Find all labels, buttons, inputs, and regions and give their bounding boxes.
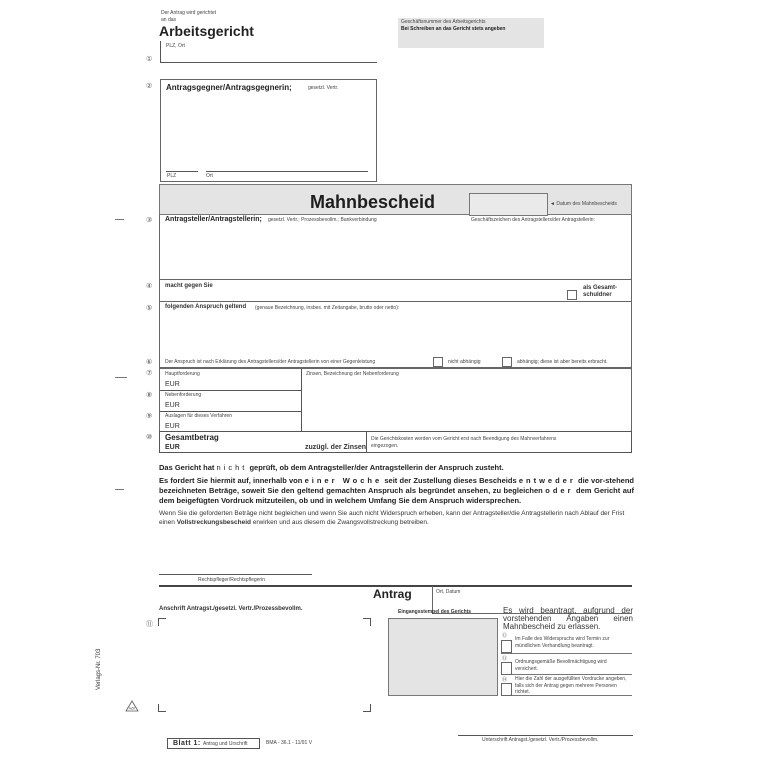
field-number-7: ⑦ — [146, 370, 153, 377]
mahnbescheid-title: Mahnbescheid — [310, 192, 436, 212]
clerk-signature-line[interactable] — [159, 574, 312, 575]
applicant-box[interactable] — [159, 215, 632, 280]
plz-line — [166, 171, 198, 172]
form-count-label: Hier die Zahl der ausgefüllten Vordrucke angeben, falls sich der Antrag gegen mehrere Personen richtet. — [515, 676, 627, 695]
applicant-subtitle: gesetzl. Vertr.; Prozessbevollm.; Bankverbindung — [268, 217, 377, 223]
oral-hearing-checkbox[interactable] — [501, 640, 512, 653]
applicant-signature-line[interactable] — [458, 735, 633, 736]
court-costs-note-line2: eingezogen. — [371, 443, 399, 449]
claim-against-box — [159, 280, 632, 302]
fold-mark — [115, 219, 124, 220]
notice-emphasis: entweder — [518, 476, 576, 485]
field-number-11: ⑪ — [146, 621, 153, 628]
ancillary-claim-label: Nebenforderung — [165, 392, 202, 398]
date-field[interactable] — [469, 193, 548, 216]
divider — [301, 369, 302, 432]
interest-input[interactable] — [306, 379, 626, 429]
court-name: Arbeitsgericht — [159, 23, 254, 39]
ort-label: Ort — [206, 173, 213, 179]
notice-text: die vor-stehend bezeichneten Beträge, soweit Sie den geltend gemachten Anspruch als begründet ansehen, zu begleichen — [159, 476, 634, 495]
ancillary-claim-input[interactable] — [185, 400, 297, 410]
respondent-box[interactable] — [160, 79, 377, 182]
notice-emphasis: nicht — [216, 463, 248, 472]
authorization-checkbox[interactable] — [501, 662, 512, 675]
addressed-to-line1: Der Antrag wird gerichtet — [161, 10, 217, 16]
option-number: ⑭ — [502, 677, 508, 683]
divider — [160, 411, 301, 412]
claim-box[interactable] — [159, 302, 632, 368]
case-number-note: Bei Schreiben an das Gericht stets angeben — [401, 26, 506, 32]
joint-debtor-line2: schuldner — [583, 292, 612, 298]
field-number-1: ① — [146, 56, 153, 63]
joint-debtor-line1: als Gesamt- — [583, 285, 618, 291]
respondent-subtitle: gesetzl. Vertr. — [308, 85, 339, 91]
date-label: ◄ Datum des Mahnbescheids — [550, 201, 617, 207]
place-date-label: Ort, Datum — [436, 589, 461, 595]
address-window[interactable] — [158, 618, 371, 712]
addressed-to-line2: an das — [161, 17, 177, 23]
divider — [160, 390, 301, 391]
field-number-6: ⑥ — [146, 359, 153, 366]
plz-label: PLZ — [167, 173, 177, 179]
plus-interest-label: zuzügl. der Zinsen — [305, 444, 367, 451]
antrag-title: Antrag — [373, 587, 412, 601]
notice-emphasis: einer Woche — [304, 476, 383, 485]
sheet-label: Antrag und Urschrift — [203, 741, 248, 747]
fold-mark — [115, 377, 127, 378]
total-box — [159, 431, 632, 453]
dependent-label: abhängig; diese ist aber bereits erbracht. — [517, 359, 608, 365]
fold-mark — [115, 489, 124, 490]
expenses-input[interactable] — [185, 421, 297, 431]
mahnbescheid-header — [159, 184, 632, 215]
main-claim-input[interactable] — [185, 379, 297, 389]
applicant-signature-label: Unterschrift Antragst./gesetzl. Vertr./Prozessbevollm. — [482, 737, 599, 743]
court-stamp-area — [388, 618, 498, 696]
interest-label: Zinsen, Bezeichnung der Nebenforderung — [306, 371, 399, 377]
notice-paragraph-2 — [159, 476, 634, 506]
claim-subtitle: (genaue Bezeichnung, insbes. mit Zeitangabe, brutto oder netto): — [255, 305, 400, 311]
address-label: Anschrift Antragst./gesetzl. Vertr./Prozessbevollm. — [159, 606, 303, 612]
divider — [366, 432, 367, 453]
field-number-2: ② — [146, 83, 153, 90]
sheet-number: Blatt 1: — [173, 740, 201, 747]
applicant-title: Antragsteller/Antragstellerin; — [165, 216, 262, 223]
option-number: ⑬ — [502, 656, 508, 662]
notice-text: Es fordert Sie hiermit auf, innerhalb von — [159, 476, 305, 485]
main-claim-label: Hauptforderung — [165, 371, 200, 377]
request-text: Es wird beantragt, aufgrund der vorstehenden Angaben einen Mahnbescheid zu erlassen. — [503, 606, 633, 631]
plz-ort-label: PLZ, Ort — [166, 43, 185, 49]
form-code: BMA - 36.1 - 11/91 V — [266, 740, 313, 746]
notice-text: geprüft, ob dem Antragsteller/der Antragstellerin der Anspruch zusteht. — [247, 463, 504, 472]
ort-line — [206, 171, 368, 172]
publisher-number: Verlags-Nr. 703 — [96, 648, 102, 690]
claim-against-label: macht gegen Sie — [165, 283, 213, 289]
authorization-label: Ordnungsgemäße Bevollmächtigung wird versichert. — [515, 659, 607, 672]
notice-paragraph-1 — [159, 463, 634, 473]
expenses-currency: EUR — [165, 423, 180, 430]
address-bracket — [160, 41, 161, 63]
oral-hearing-label: Im Falle des Widerspruchs wird Termin zur mündlichen Verhandlung beantragt. — [515, 636, 610, 649]
not-dependent-checkbox[interactable] — [433, 357, 443, 367]
field-number-3: ③ — [146, 217, 153, 224]
dependent-checkbox[interactable] — [502, 357, 512, 367]
field-number-5: ⑤ — [146, 305, 153, 312]
case-number-label: Geschäftsnummer des Arbeitsgerichts — [401, 19, 486, 25]
ancillary-claim-currency: EUR — [165, 402, 180, 409]
applicant-reference-label: Geschäftszeichen des Antragstellers/der Antragstellerin: — [471, 217, 595, 223]
notice-emphasis: oder — [545, 486, 574, 495]
notice-text: seit der Zustellung dieses Bescheids — [382, 476, 519, 485]
option-oral-hearing — [501, 632, 632, 654]
option-number: ⑫ — [502, 633, 508, 639]
respondent-title: Antragsgegner/Antragsgegnerin; — [166, 83, 292, 92]
amounts-box — [159, 368, 632, 432]
field-number-10: ⑩ — [146, 434, 153, 441]
joint-debtor-checkbox[interactable] — [567, 290, 577, 300]
total-currency: EUR — [165, 444, 180, 451]
sheet-label-box — [167, 738, 260, 749]
clerk-signature-label: Rechtspfleger/Rechtspflegerin — [198, 577, 265, 583]
claim-title: folgenden Anspruch geltend — [165, 304, 247, 310]
court-address-line[interactable] — [160, 62, 377, 63]
main-claim-currency: EUR — [165, 381, 180, 388]
field-number-9: ⑨ — [146, 413, 153, 420]
form-count-input[interactable] — [501, 683, 512, 696]
option-authorization — [501, 655, 632, 675]
court-costs-note-line1: Die Gerichtskosten werden vom Gericht erst nach Beendigung des Mahnverfahrens — [371, 436, 557, 442]
notice-paragraph-3 — [159, 509, 634, 527]
expenses-label: Auslagen für dieses Verfahren — [165, 413, 232, 419]
stamp-label: Eingangsstempel des Gerichts — [398, 609, 472, 615]
notice-text: erwirken und aus diesem die Zwangsvollstreckung betreiben. — [251, 519, 429, 526]
notice-emphasis: Vollstreckungsbescheid — [176, 519, 252, 526]
publisher-logo-icon — [125, 700, 139, 712]
not-dependent-label: nicht abhängig — [448, 359, 481, 365]
field-number-8: ⑧ — [146, 392, 153, 399]
total-label: Gesamtbetrag — [165, 433, 219, 442]
counter-performance-text: Der Anspruch ist nach Erklärung des Antragstellers/der Antragstellerin von einer Gegenleistung — [165, 359, 376, 365]
notice-text: Wenn Sie die geforderten Beträge nicht begleichen und wenn Sie auch nicht Widerspruch erheben, kann der Antragsteller/die Antragstellerin nach Ablauf der Frist einen — [159, 510, 625, 526]
field-number-4: ④ — [146, 283, 153, 290]
case-number-box[interactable] — [398, 18, 544, 48]
notice-text: Das Gericht hat — [159, 463, 217, 472]
notice-text: dem Gericht auf dem beigefügten Vordruck mitzuteilen, ob und in welchem Umfang Sie dem Anspruch widersprechen. — [159, 486, 635, 505]
svg-text:AZK: AZK — [128, 706, 136, 711]
option-form-count — [501, 676, 632, 696]
total-input[interactable] — [185, 442, 300, 452]
